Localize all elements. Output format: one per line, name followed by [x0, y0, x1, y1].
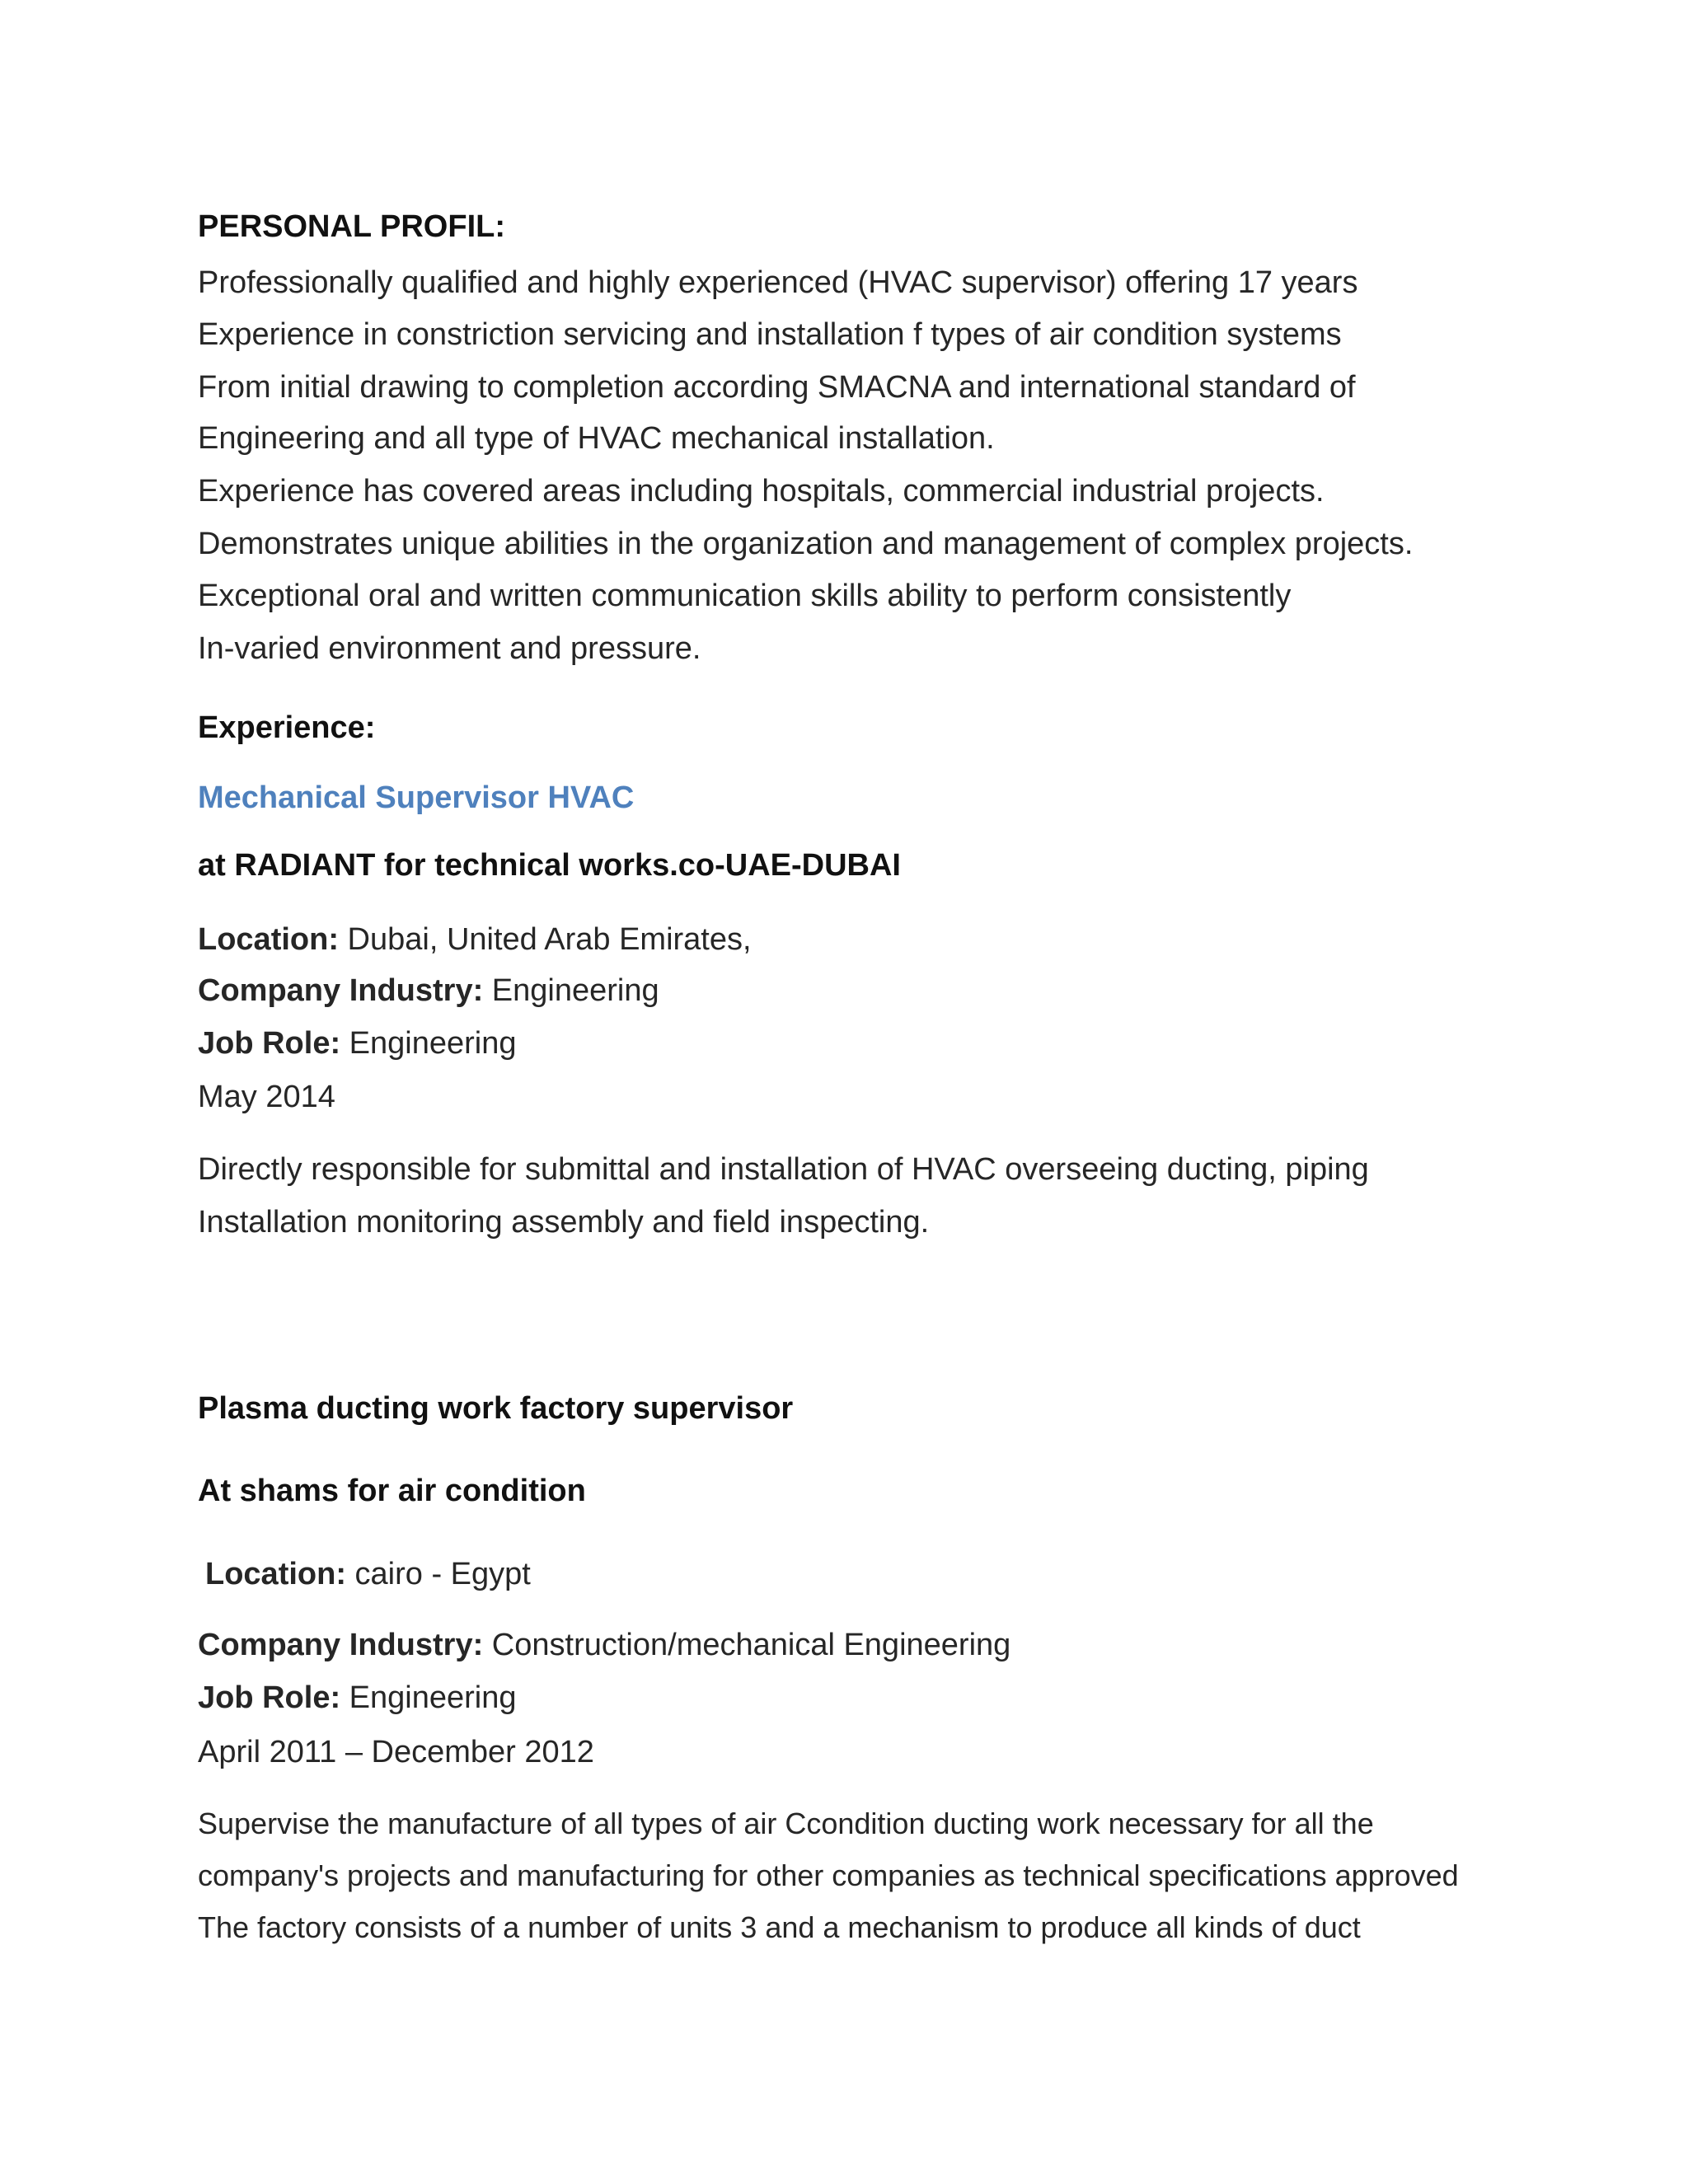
job1-title: Mechanical Supervisor HVAC: [198, 780, 635, 815]
job1-description-line: Directly responsible for submittal and installation of HVAC overseeing ducting, piping: [198, 1152, 1369, 1187]
profile-line: In-varied environment and pressure.: [198, 631, 701, 666]
job1-location: [198, 921, 752, 958]
job1-company: at RADIANT for technical works.co-UAE-DUBAI: [198, 848, 901, 883]
location-label: Location:: [205, 1557, 346, 1591]
industry-value: Construction/mechanical Engineering: [483, 1628, 1011, 1662]
job2-company: At shams for air condition: [198, 1474, 586, 1508]
job2-description-line: The factory consists of a number of units 3 and a mechanism to produce all kinds of duct: [198, 1910, 1361, 1944]
profile-line: Engineering and all type of HVAC mechanical installation.: [198, 421, 995, 456]
industry-label: Company Industry:: [198, 1628, 484, 1662]
role-label: Job Role:: [198, 1026, 341, 1061]
job2-title: Plasma ducting work factory supervisor: [198, 1391, 794, 1426]
profile-line: Demonstrates unique abilities in the organization and management of complex projects.: [198, 527, 1414, 561]
location-value: Dubai, United Arab Emirates,: [338, 922, 752, 957]
job1-industry: [198, 972, 659, 1010]
profile-line: From initial drawing to completion according SMACNA and international standard of: [198, 370, 1356, 405]
profile-heading: PERSONAL PROFIL:: [198, 209, 505, 244]
job2-description-line: company's projects and manufacturing for other companies as technical specifications approved: [198, 1858, 1459, 1892]
job2-role: [198, 1679, 517, 1717]
industry-value: Engineering: [483, 973, 659, 1008]
industry-label: Company Industry:: [198, 973, 484, 1008]
job2-description-line: Supervise the manufacture of all types of air Ccondition ducting work necessary for all the: [198, 1807, 1374, 1840]
role-value: Engineering: [340, 1680, 517, 1715]
job1-date: May 2014: [198, 1080, 335, 1114]
job2-industry: [198, 1626, 1010, 1664]
job1-role: [198, 1024, 517, 1062]
location-value: cairo - Egypt: [345, 1557, 531, 1591]
job1-description-line: Installation monitoring assembly and field inspecting.: [198, 1205, 930, 1240]
location-label: Location:: [198, 922, 339, 957]
job2-date: April 2011 – December 2012: [198, 1735, 594, 1769]
profile-line: Experience in constriction servicing and installation f types of air condition systems: [198, 317, 1342, 352]
profile-line: Experience has covered areas including hospitals, commercial industrial projects.: [198, 474, 1325, 509]
role-label: Job Role:: [198, 1680, 341, 1715]
profile-line: Professionally qualified and highly experienced (HVAC supervisor) offering 17 years: [198, 265, 1358, 300]
experience-heading: Experience:: [198, 710, 376, 745]
role-value: Engineering: [340, 1026, 517, 1061]
profile-line: Exceptional oral and written communication skills ability to perform consistently: [198, 579, 1292, 613]
job2-location: [205, 1555, 531, 1593]
